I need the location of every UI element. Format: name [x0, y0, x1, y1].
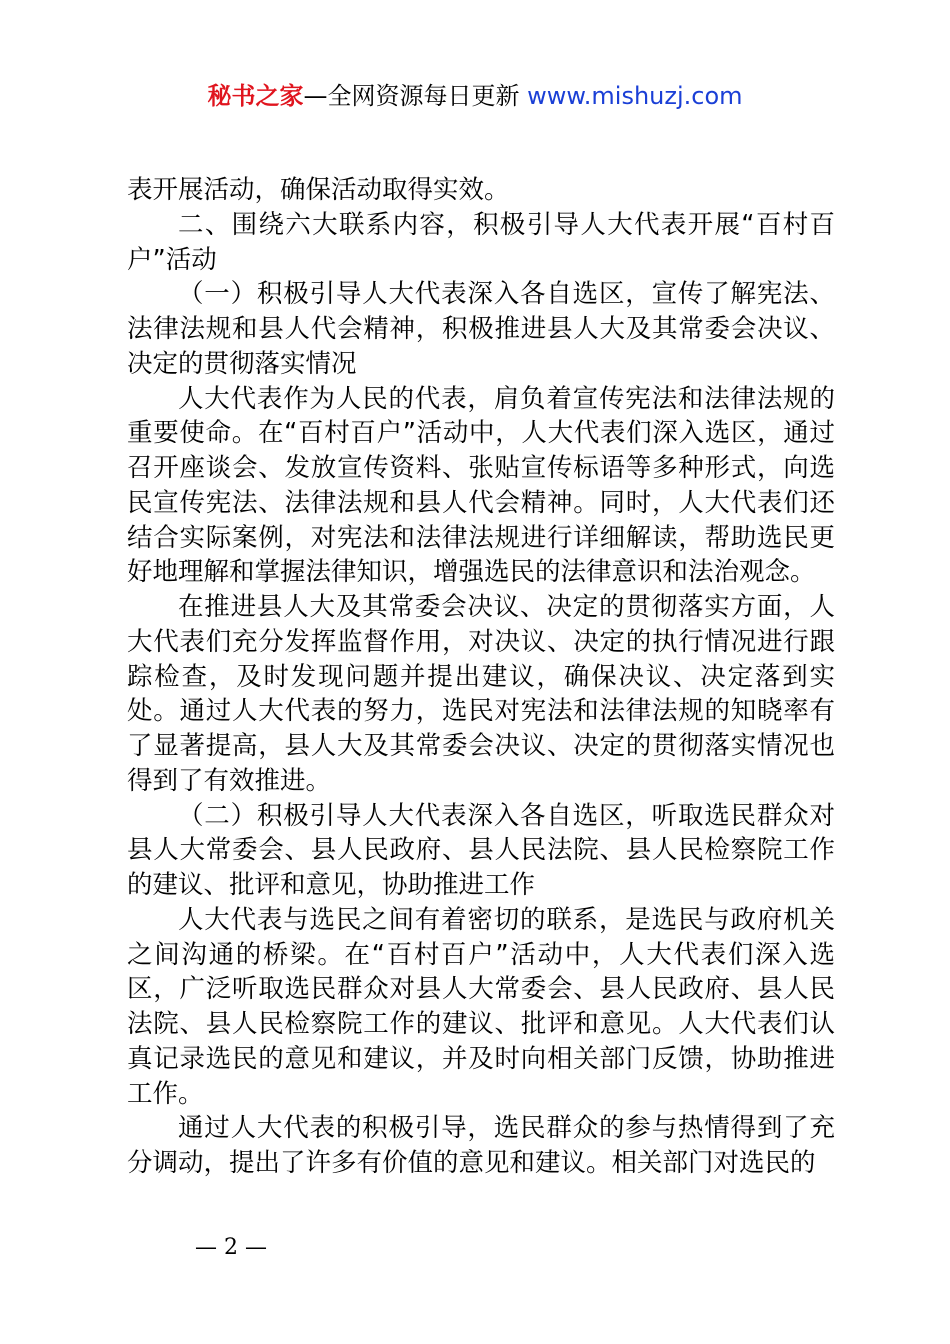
subsection-heading: （二）积极引导人大代表深入各自选区，听取选民群众对县人大常委会、县人民政府、县人民法院、县人民检察院工作的建议、批评和意见，协助推进工作	[127, 800, 835, 900]
document-body	[127, 173, 835, 1181]
section-heading: 二、围绕六大联系内容，积极引导人大代表开展“百村百户”活动	[127, 209, 835, 275]
site-tagline: —全网资源每日更新	[303, 82, 520, 110]
paragraph: 在推进县人大及其常委会决议、决定的贯彻落实方面，人大代表们充分发挥监督作用，对决议、决定的执行情况进行跟踪检查，及时发现问题并提出建议，确保决议、决定落到实处。通过人大代表的努力，选民对宪法和法律法规的知晓率有了显著提高，县人大及其常委会决议、决定的贯彻落实情况也得到了有效推进。	[127, 592, 835, 796]
paragraph: 表开展活动，确保活动取得实效。	[127, 175, 510, 205]
page-number: — 2 —	[195, 1235, 267, 1260]
paragraph: 通过人大代表的积极引导，选民群众的参与热情得到了充分调动，提出了许多有价值的意见和建议。相关部门对选民的	[127, 1113, 835, 1178]
site-header	[0, 80, 950, 112]
site-brand: 秘书之家	[207, 82, 304, 110]
paragraph: 人大代表作为人民的代表，肩负着宣传宪法和法律法规的重要使命。在“百村百户”活动中，人大代表们深入选区，通过召开座谈会、发放宣传资料、张贴宣传标语等多种形式，向选民宣传宪法、法律法规和县人代会精神。同时，人大代表们还结合实际案例，对宪法和法律法规进行详细解读，帮助选民更好地理解和掌握法律知识，增强选民的法律意识和法治观念。	[127, 383, 835, 588]
site-url: www.mishuzj.com	[527, 82, 743, 110]
paragraph: 人大代表与选民之间有着密切的联系，是选民与政府机关之间沟通的桥梁。在“百村百户”活动中，人大代表们深入选区，广泛听取选民群众对县人大常委会、县人民政府、县人民法院、县人民检察院工作的建议、批评和意见。人大代表们认真记录选民的意见和建议，并及时向相关部门反馈，协助推进工作。	[127, 904, 835, 1109]
subsection-heading: （一）积极引导人大代表深入各自选区，宣传了解宪法、法律法规和县人代会精神，积极推进县人大及其常委会决议、决定的贯彻落实情况	[127, 279, 835, 379]
